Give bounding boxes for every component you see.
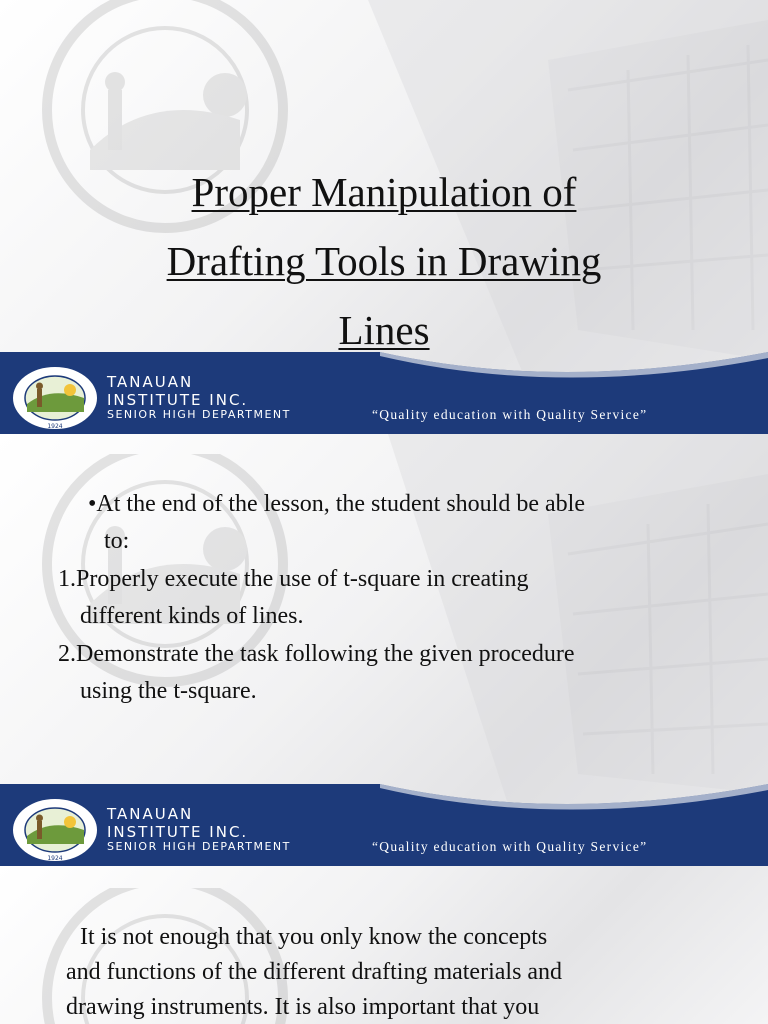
school-banner <box>0 784 768 866</box>
bullet-icon: • <box>88 491 97 517</box>
title-line: Drafting Tools in Drawing <box>166 238 602 284</box>
slide-title-text <box>0 158 768 365</box>
school-seal-icon <box>10 364 100 432</box>
objectives-intro-continued: to: <box>104 528 130 554</box>
school-department: SENIOR HIGH DEPARTMENT <box>107 408 291 421</box>
objective-text-continued: using the t-square. <box>80 678 257 704</box>
school-name-line2: INSTITUTE INC. <box>107 391 249 409</box>
school-name-line1: TANAUAN <box>107 373 194 391</box>
objective-text-continued: different kinds of lines. <box>80 603 304 629</box>
slide-objectives <box>0 434 768 866</box>
school-banner <box>0 352 768 434</box>
seal-year: 1924 <box>47 423 63 430</box>
school-seal-icon <box>10 796 100 864</box>
paragraph-line: and functions of the different drafting materials and <box>66 959 563 985</box>
bullet-item <box>88 486 585 523</box>
objective-text: Demonstrate the task following the given procedure <box>76 641 575 667</box>
slide-title <box>0 0 768 434</box>
title-line: Proper Manipulation of <box>191 169 577 215</box>
objective-text: Properly execute the use of t-square in creating <box>76 566 529 592</box>
objective-number: 2. <box>58 641 76 667</box>
seal-year: 1924 <box>47 855 63 862</box>
objectives-intro: At the end of the lesson, the student should be able <box>96 491 585 517</box>
objective-number: 1. <box>58 566 76 592</box>
objective-item-2 <box>58 636 575 673</box>
paragraph-line: drawing instruments. It is also important that you <box>66 994 540 1020</box>
school-department: SENIOR HIGH DEPARTMENT <box>107 840 291 853</box>
objective-item-1 <box>58 561 528 598</box>
school-name-line2: INSTITUTE INC. <box>107 823 249 841</box>
intro-paragraph <box>66 920 686 1024</box>
school-motto: “Quality education with Quality Service” <box>372 839 648 854</box>
school-name-line1: TANAUAN <box>107 805 194 823</box>
school-motto: “Quality education with Quality Service” <box>372 407 648 422</box>
title-line: Lines <box>338 307 430 353</box>
slide-intro-text <box>0 866 768 1024</box>
paragraph-line: It is not enough that you only know the concepts <box>80 924 548 950</box>
